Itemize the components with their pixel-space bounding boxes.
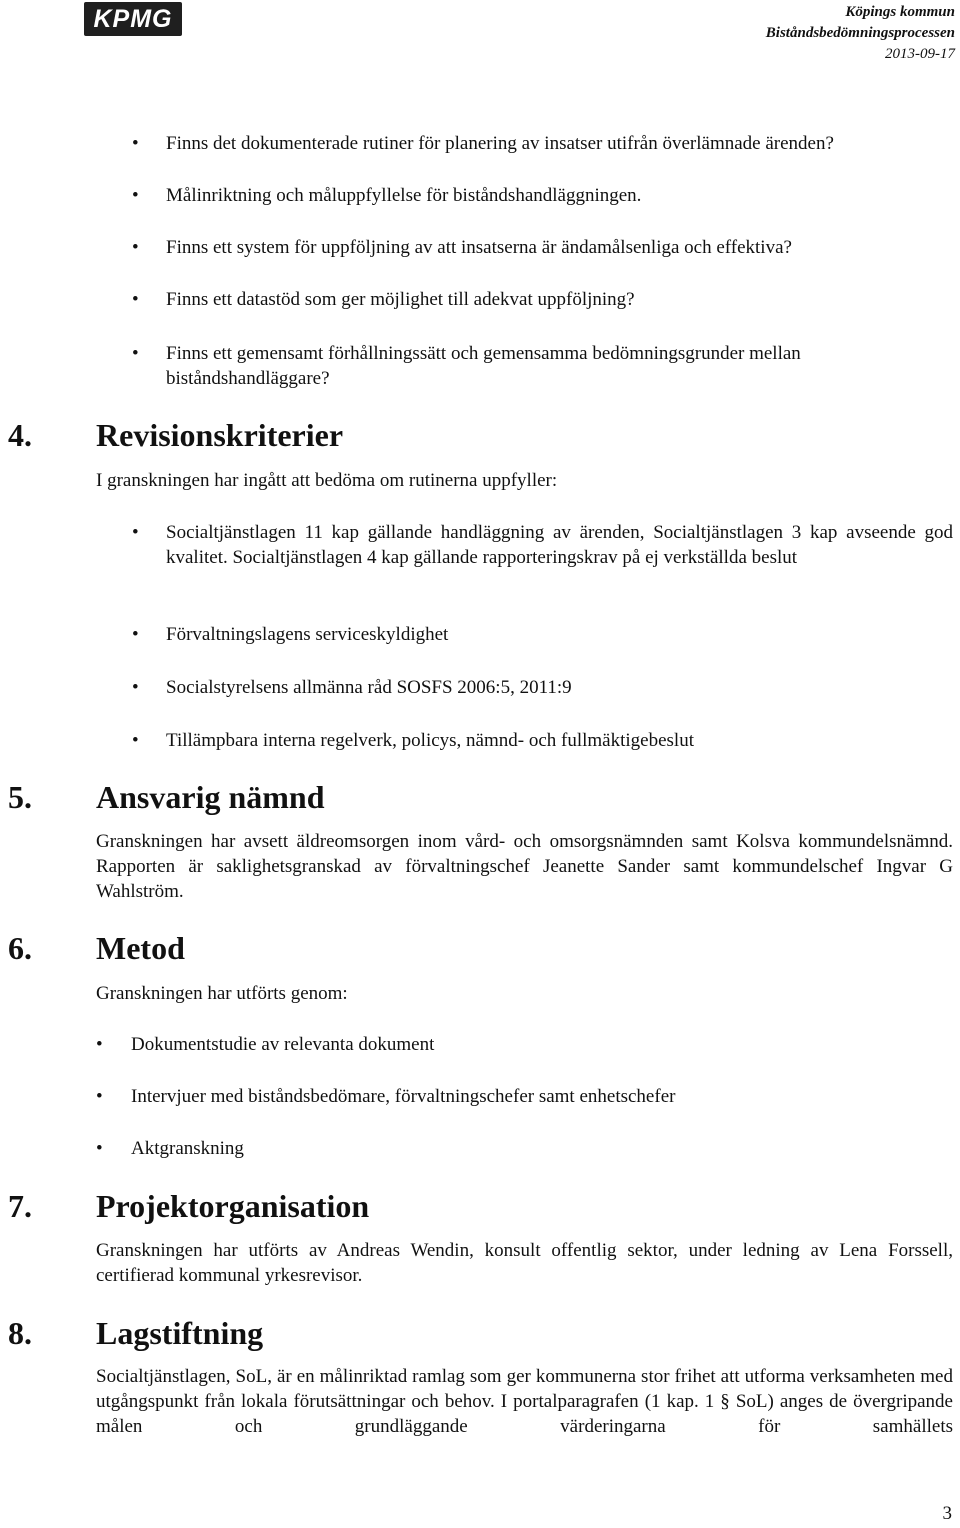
list-item: Finns ett datastöd som ger möjlighet till adekvat uppföljning? — [166, 289, 635, 310]
bullet-icon: • — [96, 1086, 103, 1107]
list-item: Intervjuer med biståndsbedömare, förvaltningschefer samt enhetschefer — [131, 1086, 676, 1107]
bullet-icon: • — [96, 1034, 103, 1055]
header-org: Köpings kommun — [845, 4, 955, 20]
header-report: Biståndsbedömningsprocessen — [765, 25, 955, 41]
bullet-icon: • — [132, 133, 139, 154]
section-intro: I granskningen har ingått att bedöma om rutinerna uppfyller: — [96, 470, 558, 491]
bullet-icon: • — [132, 237, 139, 258]
logo-text: KPMG — [93, 5, 173, 33]
section-body: Socialtjänstlagen, SoL, är en målinriktad ramlag som ger kommunerna stor frihet att utforma verksamheten med utgångspunkt från lokala förutsättningar och behov. I portalparagrafen (1 kap. 1 § SoL) anges de övergripande målen och grundläggande värderingarna för samhällets — [96, 1366, 953, 1437]
list-item: Förvaltningslagens serviceskyldighet — [166, 624, 449, 645]
section-body: Granskningen har utförts av Andreas Wendin, konsult offentlig sektor, under ledning av Lena Forssell, certifierad kommunal yrkesrevisor. — [96, 1240, 953, 1286]
bullet-icon: • — [132, 730, 139, 751]
list-item: Tillämpbara interna regelverk, policys, nämnd- och fullmäktigebeslut — [166, 730, 694, 751]
list-item: Socialstyrelsens allmänna råd SOSFS 2006:5, 2011:9 — [166, 677, 572, 698]
section-heading — [8, 930, 185, 966]
page-header — [766, 2, 955, 65]
kpmg-logo — [84, 2, 182, 36]
bullet-icon: • — [132, 289, 139, 310]
section-heading — [8, 779, 325, 815]
section-number: 5. — [8, 779, 32, 815]
section-heading — [8, 1315, 263, 1351]
list-item: Socialtjänstlagen 11 kap gällande handläggning av ärenden, Socialtjänstlagen 3 kap avseende god kvalitet. Socialtjänstlagen 4 kap gällande rapporteringskrav på ej verkställda beslut — [166, 522, 953, 568]
bullet-icon: • — [132, 624, 139, 645]
list-item: Aktgranskning — [131, 1138, 244, 1159]
section-heading — [8, 1188, 369, 1224]
list-item: Målinriktning och måluppfyllelse för biståndshandläggningen. — [166, 185, 642, 206]
header-date: 2013-09-17 — [885, 46, 955, 62]
section-heading — [8, 417, 343, 453]
section-title: Revisionskriterier — [96, 417, 344, 453]
bullet-icon: • — [132, 343, 139, 364]
list-item: Finns det dokumenterade rutiner för planering av insatser utifrån överlämnade ärenden? — [166, 133, 834, 154]
section-title: Metod — [96, 930, 185, 966]
list-item: Dokumentstudie av relevanta dokument — [131, 1034, 435, 1055]
section-number: 6. — [8, 930, 32, 966]
list-item: Finns ett system för uppföljning av att insatserna är ändamålsenliga och effektiva? — [166, 237, 792, 258]
section-number: 4. — [8, 417, 32, 453]
section-intro: Granskningen har utförts genom: — [96, 983, 348, 1004]
section-title: Lagstiftning — [96, 1315, 264, 1351]
bullet-icon: • — [132, 522, 139, 543]
section-number: 7. — [8, 1188, 32, 1224]
bullet-icon: • — [132, 185, 139, 206]
section-number: 8. — [8, 1315, 32, 1351]
section-body: Granskningen har avsett äldreomsorgen inom vård- och omsorgsnämnden samt Kolsva kommundelsnämnd. Rapporten är saklighetsgranskad av förvaltningschef Jeanette Sander samt kommundelschef Ingvar G Wahlström. — [96, 831, 953, 902]
bullet-icon: • — [96, 1138, 103, 1159]
bullet-icon: • — [132, 677, 139, 698]
section-title: Ansvarig nämnd — [96, 779, 325, 815]
page-number: 3 — [942, 1503, 952, 1524]
section-title: Projektorganisation — [96, 1188, 370, 1224]
list-item: Finns ett gemensamt förhållningssätt och gemensamma bedömningsgrunder mellan biståndshandläggare? — [166, 343, 801, 389]
